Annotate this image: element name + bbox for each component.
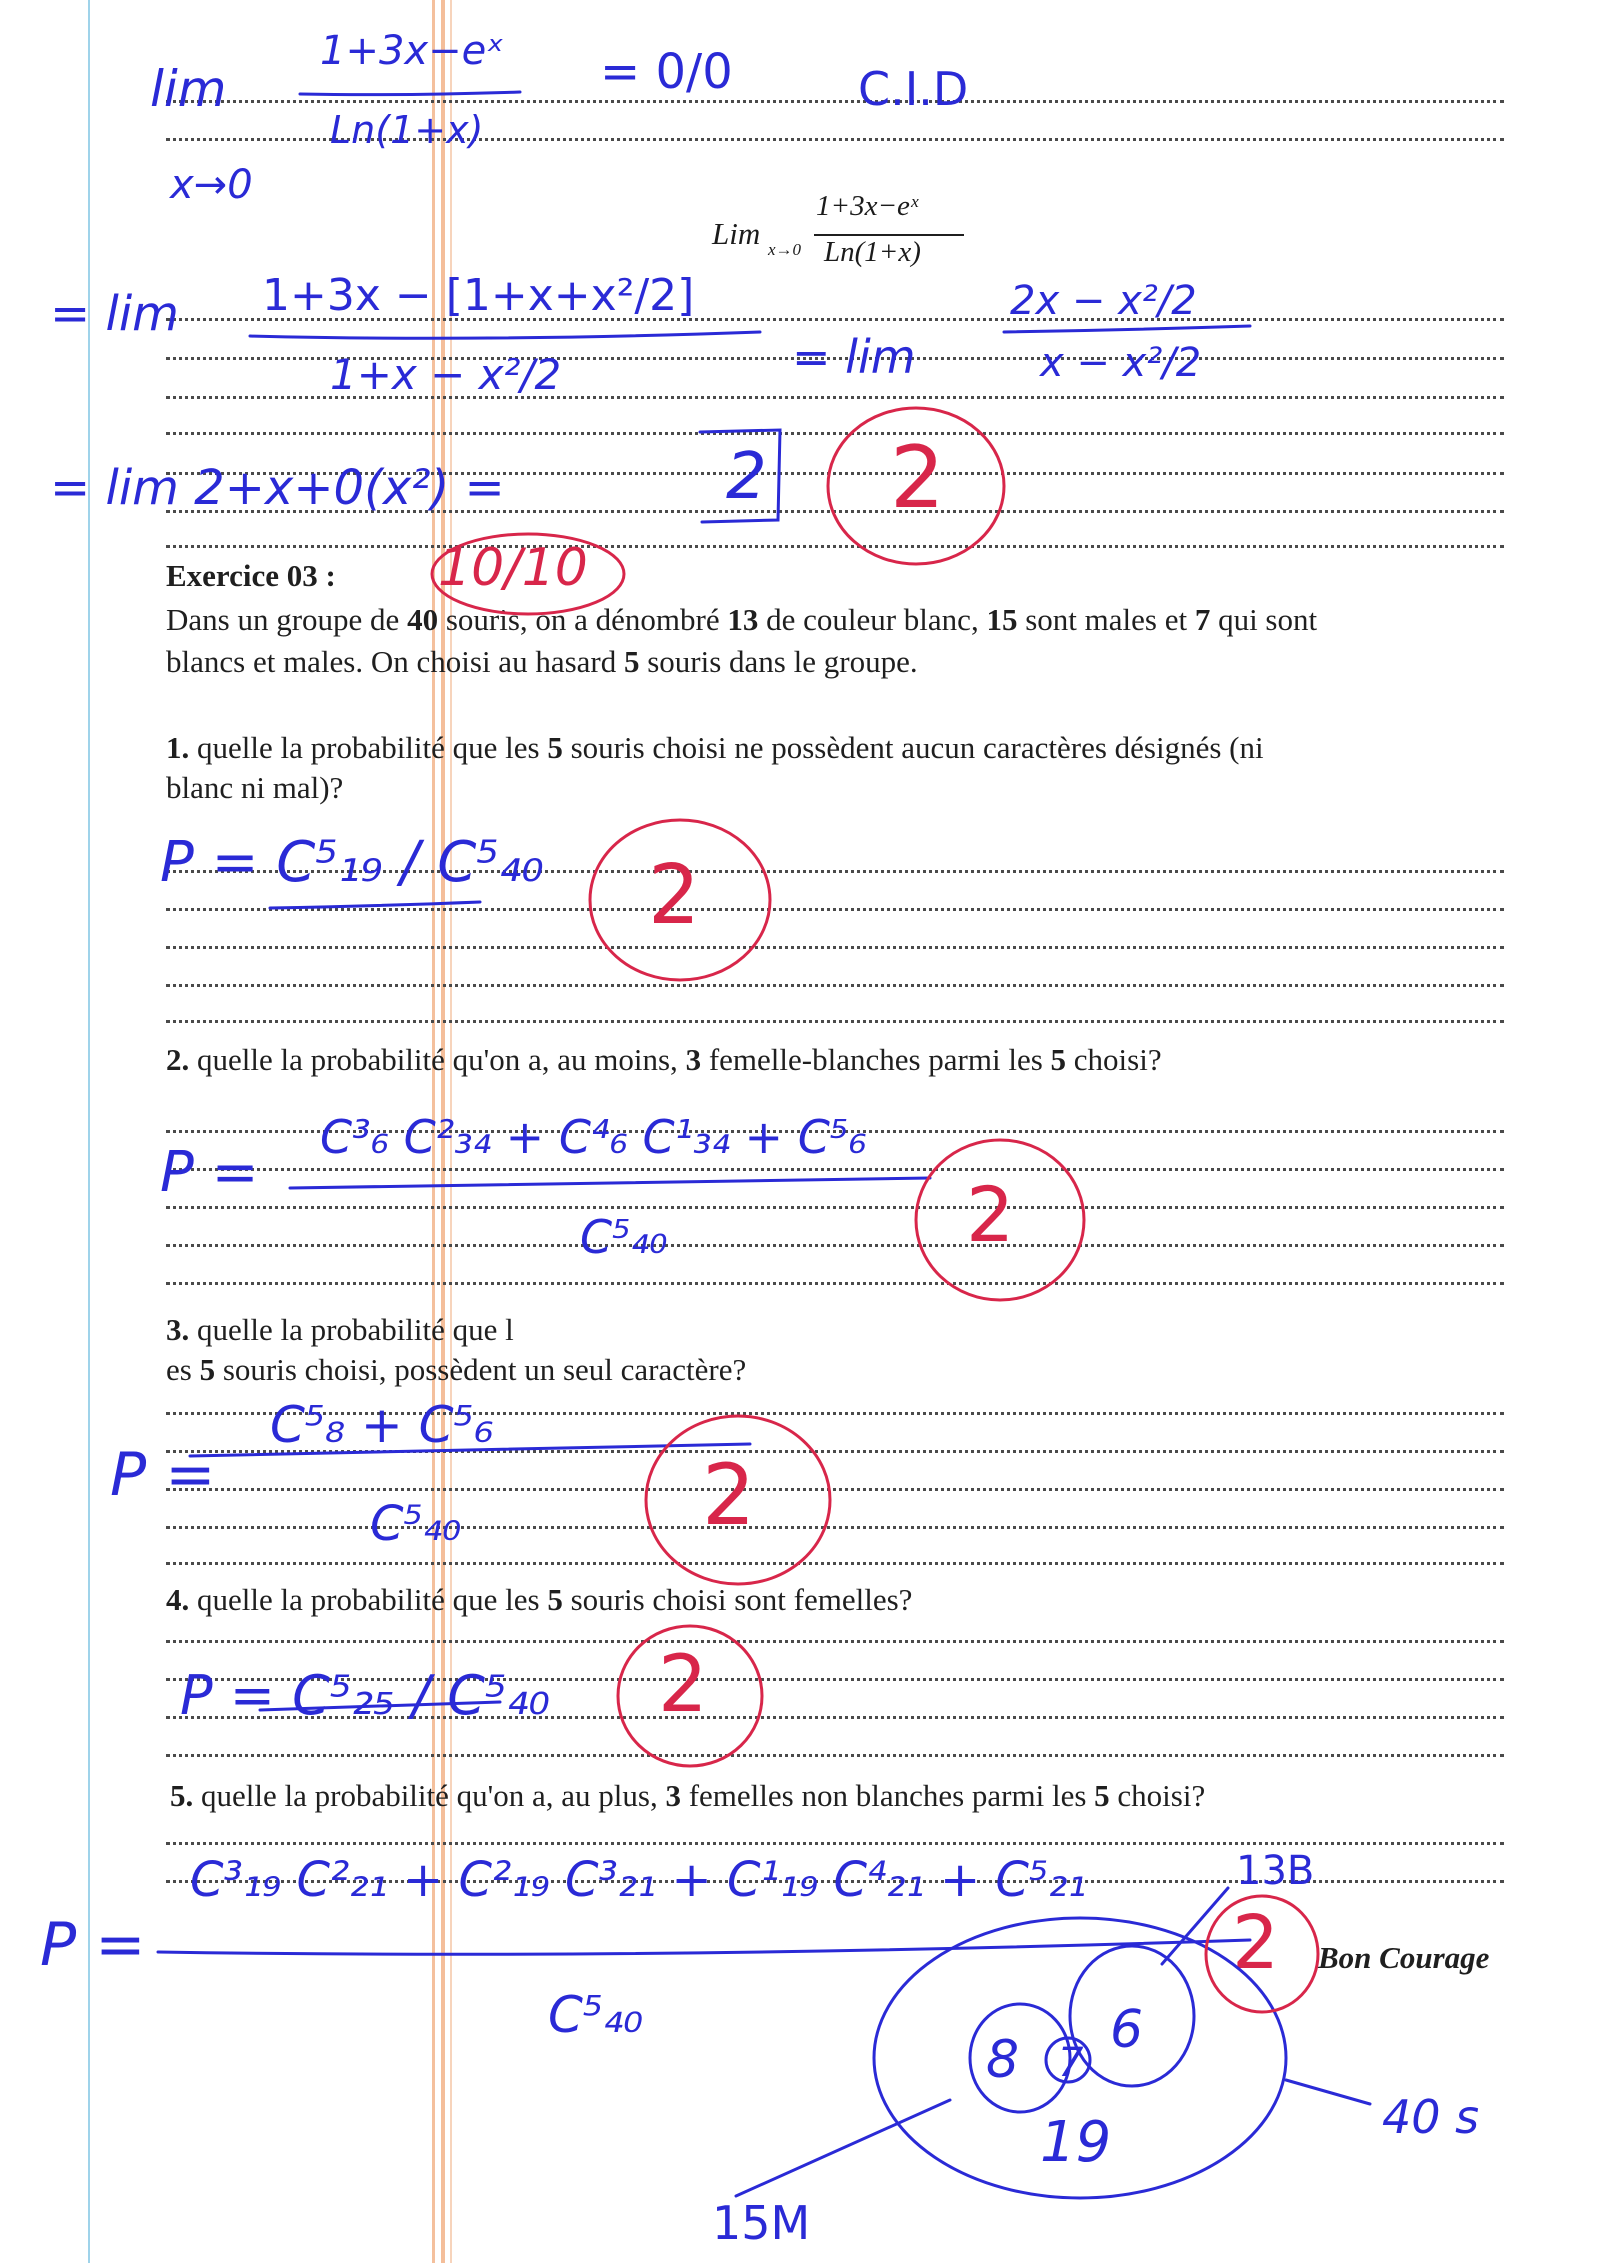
statement-text: blancs et males. On choisi au hasard	[166, 644, 624, 679]
hw-answer-3-denominator: C⁵₄₀	[370, 1496, 462, 1552]
venn-pointer	[736, 2100, 950, 2196]
hw-line2-mid: = lim	[792, 330, 916, 384]
mark-question-1: 2	[648, 848, 701, 943]
hw-boxed-result: 2	[726, 440, 767, 514]
question-text: quelle la probabilité qu'on a, au plus,	[193, 1778, 666, 1813]
statement-text: Dans un groupe de	[166, 602, 408, 637]
red-circle	[646, 1416, 830, 1584]
question-number: 2.	[166, 1042, 190, 1077]
hw-line2-denominator: 1+x − x²/2	[330, 350, 562, 399]
statement-number: 15	[986, 602, 1018, 637]
hw-answer-3-numerator: C⁵₈ + C⁵₆	[270, 1396, 494, 1454]
hw-fraction-bar	[250, 332, 760, 338]
red-circle	[916, 1140, 1084, 1300]
question-1-line2: blanc ni mal)?	[166, 770, 344, 805]
mark-question-4: 2	[658, 1640, 708, 1730]
hw-fraction-bar	[300, 92, 520, 95]
question-value: 5	[547, 1582, 563, 1617]
hw-lim-numerator: 1+3x−eˣ	[320, 28, 504, 74]
question-value: 5	[547, 730, 563, 765]
question-text: souris choisi sont femelles?	[562, 1582, 913, 1617]
hw-answer-1: P = C⁵₁₉ / C⁵₄₀	[160, 830, 544, 895]
hw-fraction-bar	[1004, 326, 1250, 332]
question-text: es	[166, 1352, 200, 1387]
statement-text: sont males et	[1017, 602, 1195, 637]
statement-text: de couleur blanc,	[758, 602, 987, 637]
venn-label-males: 15M	[712, 2196, 811, 2250]
hw-fraction-bar	[270, 902, 480, 908]
red-score-circle	[432, 534, 624, 614]
question-number: 5.	[170, 1778, 194, 1813]
statement-number: 13	[727, 602, 759, 637]
question-text: quelle la probabilité qu'on a, au moins,	[189, 1042, 686, 1077]
hw-lim-subscript: x→0	[170, 162, 253, 208]
lim-denominator: Ln(1+x)	[824, 236, 921, 268]
hw-cid: C.I.D	[858, 62, 969, 116]
hw-result-box	[700, 430, 780, 522]
hw-answer-5-denominator: C⁵₄₀	[548, 1986, 644, 2044]
statement-number: 5	[623, 644, 640, 679]
question-number: 3.	[166, 1312, 190, 1347]
lim-numerator: 1+3x−eˣ	[816, 190, 919, 222]
venn-value-8: 8	[986, 2030, 1020, 2090]
question-value: 5	[1050, 1042, 1067, 1077]
mark-limit: 2	[890, 428, 945, 528]
hw-equals-00: = 0/0	[600, 44, 733, 100]
question-number: 1.	[166, 730, 190, 765]
question-value: 5	[199, 1352, 216, 1387]
hw-lim-denominator: Ln(1+x)	[330, 108, 484, 152]
red-circle	[618, 1626, 762, 1766]
question-text: quelle la probabilité que les	[189, 730, 548, 765]
hw-answer-2-p: P =	[160, 1140, 259, 1205]
mark-question-2: 2	[966, 1170, 1015, 1259]
hw-line2-right-numerator: 2x − x²/2	[1010, 278, 1197, 324]
hw-fraction-bar	[260, 1702, 500, 1710]
score-exercise: 10/10	[438, 538, 588, 598]
question-text: souris choisi, possèdent un seul caractère?	[215, 1352, 747, 1387]
hw-line3: = lim 2+x+0(x²) =	[50, 460, 505, 516]
red-circle	[828, 408, 1004, 564]
venn-value-6: 6	[1110, 2000, 1144, 2060]
venn-label-total: 40 s	[1382, 2090, 1480, 2144]
question-text: choisi?	[1066, 1042, 1162, 1077]
mark-question-3: 2	[702, 1446, 756, 1544]
lim-label: Lim	[712, 216, 761, 251]
question-number: 4.	[166, 1582, 190, 1617]
question-value: 5	[1094, 1778, 1110, 1813]
statement-text: qui sont	[1210, 602, 1318, 637]
hw-line2-right-denominator: x − x²/2	[1040, 340, 1202, 386]
closing-text: Bon Courage	[1318, 1940, 1490, 1975]
question-text: quelle la probabilité que l	[189, 1312, 514, 1347]
venn-value-19: 19	[1040, 2110, 1112, 2175]
venn-outer-circle	[874, 1918, 1286, 2198]
venn-value-7: 7	[1058, 2040, 1084, 2086]
question-value: 3	[665, 1778, 681, 1813]
question-value: 3	[685, 1042, 702, 1077]
venn-label-white: 13B	[1236, 1848, 1315, 1894]
question-text: quelle la probabilité que les	[189, 1582, 548, 1617]
venn-pointer	[1286, 2080, 1370, 2104]
hw-line2-start: = lim	[50, 286, 179, 342]
hw-fraction-bar	[290, 1178, 930, 1188]
statement-text: souris, on a dénombré	[438, 602, 728, 637]
question-text: femelle-blanches parmi les	[701, 1042, 1051, 1077]
statement-number: 40	[407, 602, 439, 637]
hw-fraction-bar	[158, 1940, 1250, 1954]
hw-answer-5-p: P =	[40, 1910, 146, 1980]
statement-number: 7	[1194, 602, 1211, 637]
exercise-title: Exercice 03 :	[166, 558, 336, 593]
question-text: souris choisi ne possèdent aucun caractères désignés (ni	[562, 730, 1264, 765]
hw-answer-4: P = C⁵₂₅ / C⁵₄₀	[180, 1664, 550, 1727]
mark-question-5: 2	[1232, 1900, 1280, 1986]
venn-male-circle	[970, 2004, 1070, 2112]
hw-answer-3-p: P =	[110, 1440, 216, 1510]
hw-answer-2-denominator: C⁵₄₀	[580, 1210, 668, 1264]
statement-text: souris dans le groupe.	[639, 644, 918, 679]
question-text: choisi?	[1109, 1778, 1206, 1813]
red-circle	[590, 820, 770, 980]
hw-answer-2-numerator: C³₆ C²₃₄ + C⁴₆ C¹₃₄ + C⁵₆	[320, 1110, 867, 1164]
question-text: femelles non blanches parmi les	[680, 1778, 1095, 1813]
hw-lim: lim	[150, 60, 227, 118]
lim-subscript: x→0	[768, 240, 802, 259]
hw-answer-5-numerator: C³₁₉ C²₂₁ + C²₁₉ C³₂₁ + C¹₁₉ C⁴₂₁ + C⁵₂₁	[190, 1852, 1087, 1908]
hw-line2-numerator: 1+3x − [1+x+x²/2]	[262, 270, 695, 321]
